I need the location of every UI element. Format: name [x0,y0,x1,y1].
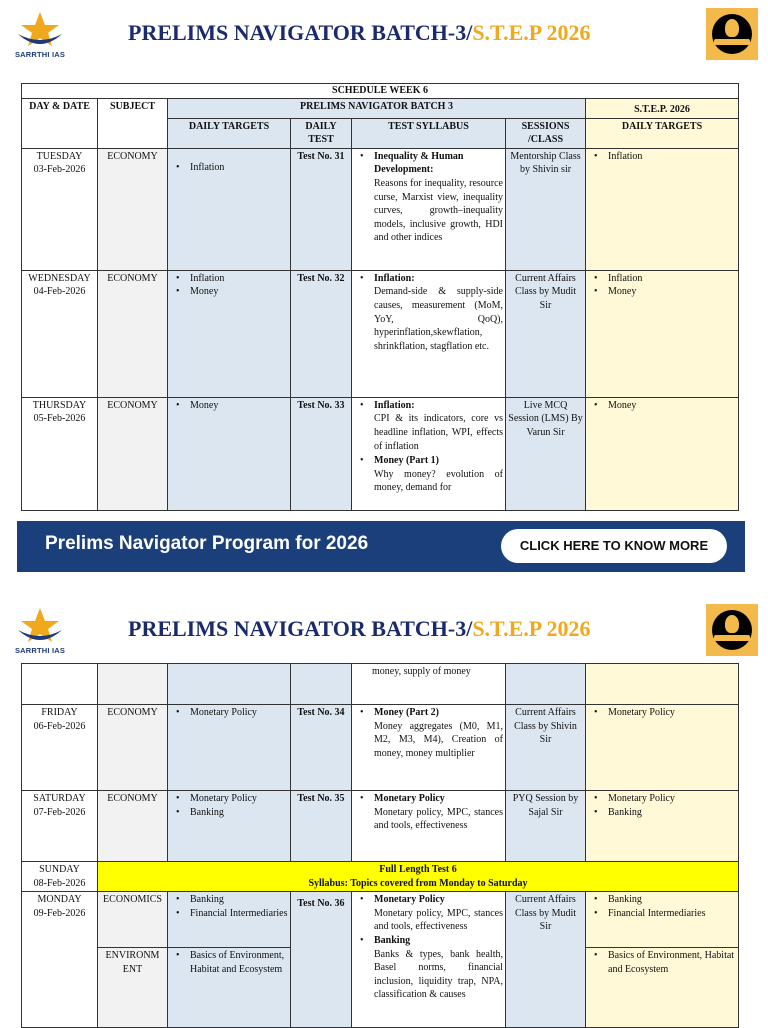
day-date: 05-Feb-2026 [33,413,86,425]
targets-cell [168,148,291,270]
test-number: Test No. 36 [297,898,345,910]
syllabus-heading: • Money (Part 2) [374,707,439,718]
bulb-badge-icon [706,8,758,60]
list-item: • Money [608,285,736,299]
know-more-button[interactable]: CLICK HERE TO KNOW MORE [501,529,727,563]
subject-cell: ECONOMICS [98,892,168,948]
step-targets-cell [586,791,739,862]
targets-cell [168,948,291,1028]
star-logo-icon [14,10,66,50]
syllabus-text: money, supply of money [372,666,471,677]
targets-cell [168,892,291,948]
subject-cell: ECONOMY [98,705,168,791]
banner-text: Prelims Navigator Program for 2026 [45,533,369,554]
full-test-syllabus: Syllabus: Topics covered from Monday to Saturday [308,877,528,889]
day-cell [22,892,98,1028]
test-cell: Test No. 34 [291,705,352,791]
table-row [22,862,739,892]
full-length-test-cell [98,862,739,892]
subject-cell: ECONOMY [98,791,168,862]
logo-text: SARRTHI IAS [14,50,66,59]
step-targets-cell [586,705,739,791]
syllabus-text: Monetary policy, MPC, stances and tools, effectiveness [374,806,503,832]
table-row [22,148,739,270]
title-batch: PRELIMS NAVIGATOR BATCH-3/ [128,616,473,641]
test-cell: Test No. 31 [291,148,352,270]
day-name: SUNDAY [39,864,80,875]
targets-cell [168,270,291,397]
group-prelims-navigator: PRELIMS NAVIGATOR BATCH 3 [168,98,586,118]
syllabus-text: Money aggregates (M0, M1, M2, M3, M4), Creation of money, money multiplier [374,720,503,759]
syllabus-cell [352,148,506,270]
list-item: • Inflation [190,272,288,286]
syllabus-heading: • Monetary Policy [374,894,445,906]
step-targets-cell [586,397,739,510]
day-date: 06-Feb-2026 [33,720,86,732]
list-item: • Financial Intermediaries [190,907,288,921]
full-test-title: Full Length Test 6 [379,864,457,875]
targets-cell [168,705,291,791]
col-test-syllabus: TEST SYLLABUS [352,118,506,148]
syllabus-cell [352,791,506,862]
page-title [128,616,591,642]
page-header-2 [0,596,768,656]
table-row [22,664,739,705]
col-day-date: DAY & DATE [22,98,98,148]
syllabus-heading: • Monetary Policy [374,793,445,804]
list-item: • Banking [608,893,736,907]
list-item: • Monetary Policy [190,792,288,806]
table-row [22,397,739,510]
list-item: • Basics of Environment, Habitat and Ecosystem [190,949,288,976]
page-title [128,20,591,46]
list-item: • Financial Intermediaries [608,907,736,921]
sarrthi-logo [14,10,66,58]
session-cell: PYQ Session by Sajal Sir [506,791,586,862]
day-date: 03-Feb-2026 [33,164,86,176]
day-name: THURSDAY [32,399,87,411]
syllabus-cell [352,270,506,397]
sarrthi-logo [14,606,66,654]
schedule-table-page-2 [21,663,739,1028]
list-item: • Banking [190,806,288,820]
col-sessions: SESSIONS /CLASS [506,118,586,148]
list-item: • Banking [608,806,736,820]
col-daily-test: DAILY TEST [291,118,352,148]
syllabus-text: CPI & its indicators, core vs headline inflation, WPI, effects of inflation [374,413,503,452]
day-date: 08-Feb-2026 [33,877,86,889]
day-name: SATURDAY [33,793,86,804]
day-cell [22,791,98,862]
targets-cell [168,397,291,510]
list-item: • Banking [190,893,288,907]
day-cell [22,862,98,892]
list-item: • Money [190,285,288,299]
test-cell: Test No. 33 [291,397,352,510]
syllabus-heading: • Banking [374,934,411,946]
group-step: S.T.E.P. 2026 [586,98,739,118]
syllabus-text: Banks & types, bank health, Basel norms, financial inclusion, liquidity trap, NPA, classification & causes [374,948,503,1001]
subject-cell: ECONOMY [98,397,168,510]
subject-cell: ECONOMY [98,148,168,270]
schedule-caption: SCHEDULE WEEK 6 [22,84,739,99]
title-step: S.T.E.P 2026 [472,20,591,45]
syllabus-text: Monetary policy, MPC, stances and tools, effectiveness [374,907,503,933]
syllabus-cell [352,664,506,705]
day-name: WEDNESDAY [28,272,91,284]
list-item: • Monetary Policy [608,792,736,806]
day-cell [22,148,98,270]
list-item: • Inflation [190,161,288,175]
day-cell [22,270,98,397]
list-item: • Monetary Policy [190,706,288,720]
schedule-table-page-1 [21,83,739,511]
test-cell [291,892,352,1028]
logo-text: SARRTHI IAS [14,646,66,655]
syllabus-text: Reasons for inequality, resource curse, Marxist view, inequality curves, growth–inequality models, inclusive growth, HDI and other indices [374,177,503,244]
step-targets-cell [586,892,739,948]
syllabus-text: Demand-side & supply-side causes, measurement (MoM, YoY, QoQ), hyperinflation,skewflation, shrinkflation, stagflation etc. [374,286,503,352]
syllabus-heading: • Inequality & Human Development: [374,150,464,176]
table-row [22,892,739,948]
title-batch: PRELIMS NAVIGATOR BATCH-3/ [128,20,473,45]
col-step-targets: DAILY TARGETS [586,118,739,148]
session-cell: Current Affairs Class by Mudit Sir [506,270,586,397]
col-subject: SUBJECT [98,98,168,148]
step-targets-cell [586,948,739,1028]
page-header-1 [0,0,768,60]
list-item: • Money [608,399,736,413]
day-name: MONDAY [37,894,82,906]
list-item: • Money [190,399,288,413]
promo-banner[interactable] [17,521,745,572]
list-item: • Monetary Policy [608,706,736,720]
step-targets-cell [586,148,739,270]
list-item: • Basics of Environment, Habitat and Ecosystem [608,949,736,976]
syllabus-cell [352,705,506,791]
syllabus-heading: • Inflation: [374,399,415,411]
test-cell: Test No. 35 [291,791,352,862]
test-cell: Test No. 32 [291,270,352,397]
subject-cell: ENVIRONM ENT [98,948,168,1028]
day-date: 09-Feb-2026 [33,907,86,919]
syllabus-cell [352,397,506,510]
day-cell [22,397,98,510]
syllabus-cell [352,892,506,1028]
list-item: • Inflation [608,150,736,164]
day-name: TUESDAY [36,150,83,162]
syllabus-heading: • Money (Part 1) [374,455,439,467]
table-row [22,270,739,397]
subject-cell: ECONOMY [98,270,168,397]
session-cell: Current Affairs Class by Mudit Sir [506,892,586,1028]
day-name: FRIDAY [41,707,78,718]
step-targets-cell [586,270,739,397]
session-cell: Mentorship Class by Shivin sir [506,148,586,270]
syllabus-heading: • Inflation: [374,272,415,284]
session-cell: Current Affairs Class by Shivin Sir [506,705,586,791]
day-date: 07-Feb-2026 [33,806,86,818]
title-step: S.T.E.P 2026 [472,616,591,641]
syllabus-text: Why money? evolution of money, demand for [374,468,503,494]
session-cell: Live MCQ Session (LMS) By Varun Sir [506,397,586,510]
star-logo-icon [14,606,66,646]
table-row [22,705,739,791]
bulb-badge-icon [706,604,758,656]
col-daily-targets: DAILY TARGETS [168,118,291,148]
targets-cell [168,791,291,862]
day-cell [22,705,98,791]
table-row [22,791,739,862]
list-item: • Inflation [608,272,736,286]
day-date: 04-Feb-2026 [33,286,86,298]
